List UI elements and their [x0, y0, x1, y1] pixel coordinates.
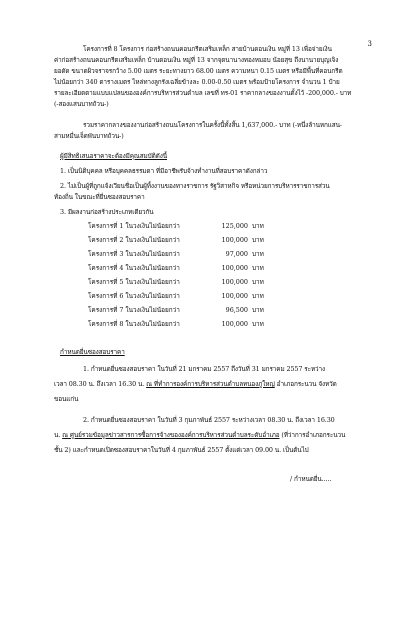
schedule-line — [54, 431, 345, 439]
project-label: โครงการที่ 7 ในวงเงินไม่น้อยกว่า — [88, 306, 180, 314]
total-line: รวมราคากลางของงานก่อสร้างถนนโครงการในครั้งนี้ทั้งสิ้น 1,637,000.- บาท (-หนึ่งล้านหกแสน- — [83, 121, 342, 129]
project-row — [88, 264, 280, 272]
project-unit: บาท — [252, 236, 264, 244]
project-unit: บาท — [252, 222, 264, 230]
project-label: โครงการที่ 2 ในวงเงินไม่น้อยกว่า — [88, 236, 180, 244]
page-number: 3 — [367, 40, 372, 48]
total-line: สามหมื่นเจ็ดพันบาทถ้วน-) — [54, 132, 124, 140]
intro-line: (-สองแสนบาทถ้วน-) — [54, 100, 109, 108]
qualification-item: ท้องถิ่น ในขณะที่ยื่นซองสอบราคา — [54, 193, 145, 201]
project-label: โครงการที่ 4 ในวงเงินไม่น้อยกว่า — [88, 264, 180, 272]
continuation-marker: / กำหนดยื่น..... — [290, 475, 332, 483]
qualifications-heading: ผู้มีสิทธิเสนอราคาจะต้องมีคุณสมบัติดังนี้ — [60, 152, 168, 160]
intro-line: ค่าก่อสร้างถนนคอนกรีตเสริมเหล็ก บ้านดอนเงิน หมู่ที่ 13 จากจุดนานางทองหมอบ น้อยสุข ถึงนานายบุญเจิง — [54, 56, 339, 64]
schedule-location: ณ ที่ทำการองค์การบริหารส่วนตำบลทนองภูใหญ่ — [146, 380, 275, 388]
project-label: โครงการที่ 3 ในวงเงินไม่น้อยกว่า — [88, 250, 180, 258]
project-unit: บาท — [252, 320, 264, 328]
project-row — [88, 278, 280, 286]
schedule-line: ขอนแก่น — [54, 395, 79, 403]
project-label: โครงการที่ 5 ในวงเงินไม่น้อยกว่า — [88, 278, 180, 286]
project-amount: 100,000 — [221, 264, 248, 272]
project-row — [88, 292, 280, 300]
intro-line: ไม่น้อยกว่า 340 ตารางเมตร ไหล่ทางลูกรังเฉลี่ยข้างละ 0.00-0.50 เมตร พร้อมป้ายโครงการ จำนวน 1 ป้าย — [54, 78, 340, 86]
schedule-text: เวลา 08.30 น. ถึงเวลา 16.30 น. — [54, 380, 147, 388]
project-row — [88, 250, 280, 258]
project-label: โครงการที่ 1 ในวงเงินไม่น้อยกว่า — [88, 222, 180, 230]
project-amount: 100,000 — [221, 236, 248, 244]
project-row — [88, 236, 280, 244]
schedule-line: 2. กำหนดยื่นซองสอบราคา ในวันที่ 3 กุมภาพันธ์ 2557 ระหว่างเวลา 08.30 น. ถึงเวลา 16.30 — [83, 416, 335, 424]
project-row — [88, 320, 280, 328]
project-amount: 96,500 — [225, 306, 248, 314]
project-label: โครงการที่ 8 ในวงเงินไม่น้อยกว่า — [88, 320, 180, 328]
project-amount: 125,000 — [221, 222, 248, 230]
qualification-item: 1. เป็นนิติบุคคล หรือบุคคลธรรมดา ที่มีอาชีพรับจ้างทำงานที่สอบราคาดังกล่าว — [60, 167, 268, 175]
project-label: โครงการที่ 6 ในวงเงินไม่น้อยกว่า — [88, 292, 180, 300]
schedule-location: ณ ศูนย์รวมข้อมูลข่าวสารการซื้อการจ้างขององค์การบริหารส่วนตำบลระดับอำเภอ — [62, 431, 280, 439]
schedule-text: (ที่ว่าการอำเภอกระนวน — [279, 431, 346, 439]
project-amount: 100,000 — [221, 292, 248, 300]
project-unit: บาท — [252, 292, 264, 300]
project-unit: บาท — [252, 264, 264, 272]
intro-line: รายละเอียดตามแบบแปลนขององค์การบริหารส่วนตำบล เลขที่ ทร-01 ราคากลางของงานตั้งไว้ -200,000.- บาท — [54, 89, 352, 97]
intro-line: โครงการที่ 8 โครงการ ก่อสร้างถนนคอนกรีตเสริมเหล็ก สายบ้านดอนเงิน หมู่ที่ 13 เพื่อจ่ายเงิน — [83, 45, 332, 53]
schedule-text: อำเภอกระนวน จังหวัด — [274, 380, 337, 388]
project-row — [88, 222, 280, 230]
project-unit: บาท — [252, 306, 264, 314]
schedule-line: 1. กำหนดยื่นซองสอบราคา ในวันที่ 21 มกราคม 2557 ถึงวันที่ 31 มกราคม 2557 ระหว่าง — [83, 365, 326, 373]
project-row — [88, 306, 280, 314]
qualification-item: 3. มีผลงานก่อสร้างประเภทเดียวกัน — [60, 208, 154, 216]
project-unit: บาท — [252, 250, 264, 258]
project-amount: 100,000 — [221, 278, 248, 286]
qualification-item: 2. ไม่เป็นผู้ที่ถูกแจ้งเวียนชื่อเป็นผู้ทิ้งงานของทางราชการ รัฐวิสาหกิจ หรือหน่วยการบริหารราชการส่วน — [60, 182, 330, 190]
schedule-line — [54, 380, 337, 388]
project-unit: บาท — [252, 278, 264, 286]
schedule-heading: กำหนดยื่นซองสอบราคา — [60, 348, 125, 356]
intro-line: ยอดัด ขนาดผิวจราจรกว้าง 5.00 เมตร ระยะทางยาว 68.00 เมตร ความหนา 0.15 เมตร หรือมีพื้นที่คอนกรีต — [54, 67, 343, 75]
schedule-text: น. — [54, 431, 63, 439]
project-amount: 97,000 — [225, 250, 248, 258]
project-amount: 100,000 — [221, 320, 248, 328]
schedule-line: ชั้น 2) และกำหนดเปิดซองสอบราคาในวันที่ 4 กุมภาพันธ์ 2557 ตั้งแต่เวลา 09.00 น. เป็นต้นไป — [54, 446, 309, 454]
